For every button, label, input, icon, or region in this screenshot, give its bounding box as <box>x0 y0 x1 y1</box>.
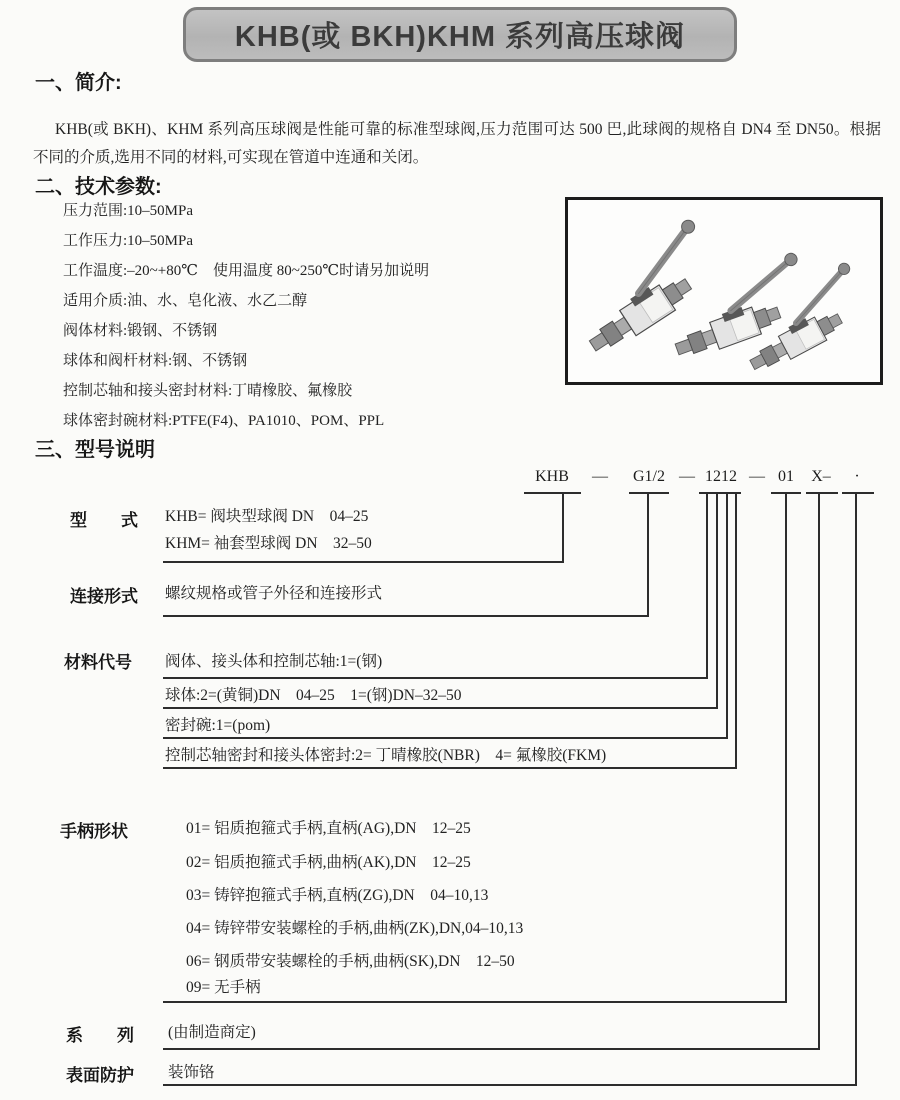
connector-vertical-line <box>716 492 718 709</box>
legend-material-line: 密封碗:1=(pom) <box>165 717 271 734</box>
connector-vertical-line <box>818 492 820 1050</box>
connector-vertical-line <box>735 492 737 769</box>
tech-parameter-list <box>63 196 429 436</box>
connector-vertical-line <box>726 492 728 739</box>
legend-material-line: 球体:2=(黄铜)DN 04–25 1=(钢)DN–32–50 <box>165 687 462 704</box>
code-underline <box>806 492 838 494</box>
model-code-part: KHB <box>535 468 569 485</box>
legend-surface-line: 装饰铬 <box>168 1064 215 1081</box>
legend-handle-line: 09= 无手柄 <box>186 979 261 996</box>
tech-parameter: 控制芯轴和接头密封材料:丁晴橡胶、氟橡胶 <box>63 383 353 399</box>
connector-vertical-line <box>562 492 564 563</box>
tech-parameter: 工作压力:10–50MPa <box>63 233 194 249</box>
section-heading-tech: 二、技术参数: <box>35 176 162 198</box>
legend-type-line: KHM= 袖套型球阀 DN 32–50 <box>165 535 372 552</box>
tech-parameter: 阀体材料:锻钢、不锈钢 <box>63 323 218 339</box>
legend-label-connection: 连接形式 <box>70 587 138 606</box>
legend-label-material: 材料代号 <box>64 653 132 672</box>
connector-horizontal-line <box>163 737 728 739</box>
title-banner <box>183 7 737 62</box>
model-code-part: 1212 <box>705 468 737 485</box>
section-heading-intro: 一、简介: <box>35 72 122 94</box>
connector-vertical-line <box>785 492 787 1003</box>
connector-vertical-line <box>647 492 649 617</box>
connector-horizontal-line <box>163 561 564 563</box>
legend-connection-line: 螺纹规格或管子外径和连接形式 <box>165 585 383 602</box>
code-underline <box>524 492 581 494</box>
legend-handle-line: 04= 铸锌带安装螺栓的手柄,曲柄(ZK),DN,04–10,13 <box>186 920 524 937</box>
intro-paragraph: KHB(或 BKH)、KHM 系列高压球阀是性能可靠的标准型球阀,压力范围可达 500 巴,此球阀的规格自 DN4 至 DN50。根据不同的介质,选用不同的材料,可实现在管道中连通和关闭。 <box>33 120 881 166</box>
tech-parameter: 压力范围:10–50MPa <box>63 203 194 219</box>
model-code-separator: — <box>749 468 765 485</box>
tech-parameter: 球体密封碗材料:PTFE(F4)、PA1010、POM、PPL <box>63 413 385 429</box>
connector-horizontal-line <box>163 615 649 617</box>
connector-horizontal-line <box>163 1084 857 1086</box>
connector-horizontal-line <box>163 677 708 679</box>
connector-horizontal-line <box>163 1048 820 1050</box>
valve-photo-frame <box>565 197 883 385</box>
legend-label-handle: 手柄形状 <box>60 822 128 841</box>
legend-material-line: 控制芯轴密封和接头体密封:2= 丁晴橡胶(NBR) 4= 氟橡胶(FKM) <box>165 747 607 764</box>
tech-parameter: 工作温度:–20~+80℃ 使用温度 80~250℃时请另加说明 <box>63 263 430 279</box>
legend-label-series: 系 列 <box>66 1026 134 1045</box>
model-code-part: · <box>854 468 860 485</box>
connector-vertical-line <box>706 492 708 679</box>
model-code-part: G1/2 <box>633 468 665 485</box>
legend-handle-line: 03= 铸锌抱箍式手柄,直柄(ZG),DN 04–10,13 <box>186 887 489 904</box>
legend-handle-line: 06= 钢质带安装螺栓的手柄,曲柄(SK),DN 12–50 <box>186 953 515 970</box>
connector-vertical-line <box>855 492 857 1086</box>
code-underline <box>629 492 669 494</box>
section-heading-model: 三、型号说明 <box>35 439 155 461</box>
connector-horizontal-line <box>163 1001 787 1003</box>
model-code-part: X– <box>811 468 831 485</box>
legend-handle-line: 02= 铝质抱箍式手柄,曲柄(AK),DN 12–25 <box>186 854 471 871</box>
legend-type-line: KHB= 阀块型球阀 DN 04–25 <box>165 508 369 525</box>
legend-handle-line: 01= 铝质抱箍式手柄,直柄(AG),DN 12–25 <box>186 820 471 837</box>
model-code-separator: — <box>679 468 695 485</box>
legend-material-line: 阀体、接头体和控制芯轴:1=(钢) <box>165 653 383 670</box>
legend-series-line: (由制造商定) <box>168 1024 256 1041</box>
tech-parameter: 球体和阀杆材料:钢、不锈钢 <box>63 353 248 369</box>
legend-label-type: 型 式 <box>70 511 138 530</box>
connector-horizontal-line <box>163 767 737 769</box>
valve-photo-image <box>568 200 880 382</box>
model-code-separator: — <box>592 468 608 485</box>
tech-parameter: 适用介质:油、水、皂化液、水乙二醇 <box>63 293 308 309</box>
model-code-part: 01 <box>778 468 794 485</box>
legend-label-surface: 表面防护 <box>66 1066 134 1085</box>
connector-horizontal-line <box>163 707 718 709</box>
page-title: KHB(或 BKH)KHM 系列高压球阀 <box>234 21 686 53</box>
code-underline <box>842 492 874 494</box>
